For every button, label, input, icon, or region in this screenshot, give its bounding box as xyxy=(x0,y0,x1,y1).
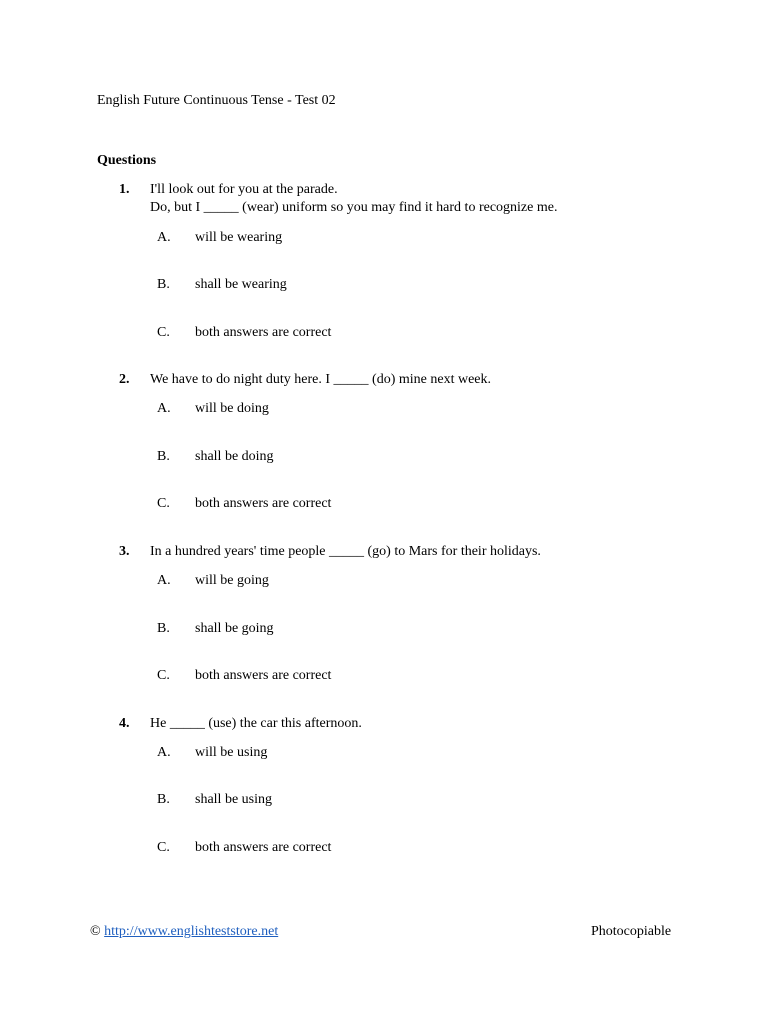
option-letter: A. xyxy=(157,401,171,416)
option-text: will be using xyxy=(195,745,268,760)
question-text xyxy=(150,181,557,217)
option-letter: C. xyxy=(157,325,170,340)
question-number: 2. xyxy=(119,372,130,387)
question-text xyxy=(150,543,541,561)
question-line: Do, but I _____ (wear) uniform so you may find it hard to recognize me. xyxy=(150,200,558,215)
option-2b[interactable] xyxy=(0,448,768,466)
option-letter: A. xyxy=(157,745,171,760)
option-1b[interactable] xyxy=(0,276,768,294)
question-number: 3. xyxy=(119,544,130,559)
option-3a[interactable] xyxy=(0,572,768,590)
option-2a[interactable] xyxy=(0,400,768,418)
question-line: In a hundred years' time people _____ (go) to Mars for their holidays. xyxy=(150,544,541,559)
option-letter: C. xyxy=(157,668,170,683)
option-4c[interactable] xyxy=(0,839,768,857)
option-text: both answers are correct xyxy=(195,840,332,855)
question-number: 1. xyxy=(119,182,130,197)
question-text xyxy=(150,371,491,389)
option-text: shall be doing xyxy=(195,449,274,464)
option-3c[interactable] xyxy=(0,667,768,685)
option-text: both answers are correct xyxy=(195,325,332,340)
option-letter: B. xyxy=(157,277,170,292)
question-line: He _____ (use) the car this afternoon. xyxy=(150,716,362,731)
option-text: both answers are correct xyxy=(195,496,332,511)
option-text: shall be going xyxy=(195,621,274,636)
option-3b[interactable] xyxy=(0,620,768,638)
option-1c[interactable] xyxy=(0,324,768,342)
option-letter: B. xyxy=(157,792,170,807)
option-text: both answers are correct xyxy=(195,668,332,683)
page-title: English Future Continuous Tense - Test 02 xyxy=(97,93,336,108)
option-letter: C. xyxy=(157,496,170,511)
footer-copyright xyxy=(90,923,278,941)
option-4b[interactable] xyxy=(0,791,768,809)
option-letter: B. xyxy=(157,449,170,464)
option-text: will be wearing xyxy=(195,230,283,245)
section-heading: Questions xyxy=(97,153,157,168)
question-line: We have to do night duty here. I _____ (do) mine next week. xyxy=(150,372,492,387)
option-4a[interactable] xyxy=(0,744,768,762)
question-number: 4. xyxy=(119,716,130,731)
option-text: will be going xyxy=(195,573,269,588)
option-letter: A. xyxy=(157,573,171,588)
question-line: I'll look out for you at the parade. xyxy=(150,182,338,197)
option-letter: C. xyxy=(157,840,170,855)
option-letter: A. xyxy=(157,230,171,245)
question-text xyxy=(150,715,362,733)
photocopiable-label: Photocopiable xyxy=(591,924,672,939)
option-text: shall be using xyxy=(195,792,272,807)
copyright-symbol: © xyxy=(90,924,101,939)
option-text: will be doing xyxy=(195,401,269,416)
website-link[interactable]: http://www.englishteststore.net xyxy=(104,924,279,939)
option-text: shall be wearing xyxy=(195,277,287,292)
option-letter: B. xyxy=(157,621,170,636)
option-2c[interactable] xyxy=(0,495,768,513)
option-1a[interactable] xyxy=(0,229,768,247)
